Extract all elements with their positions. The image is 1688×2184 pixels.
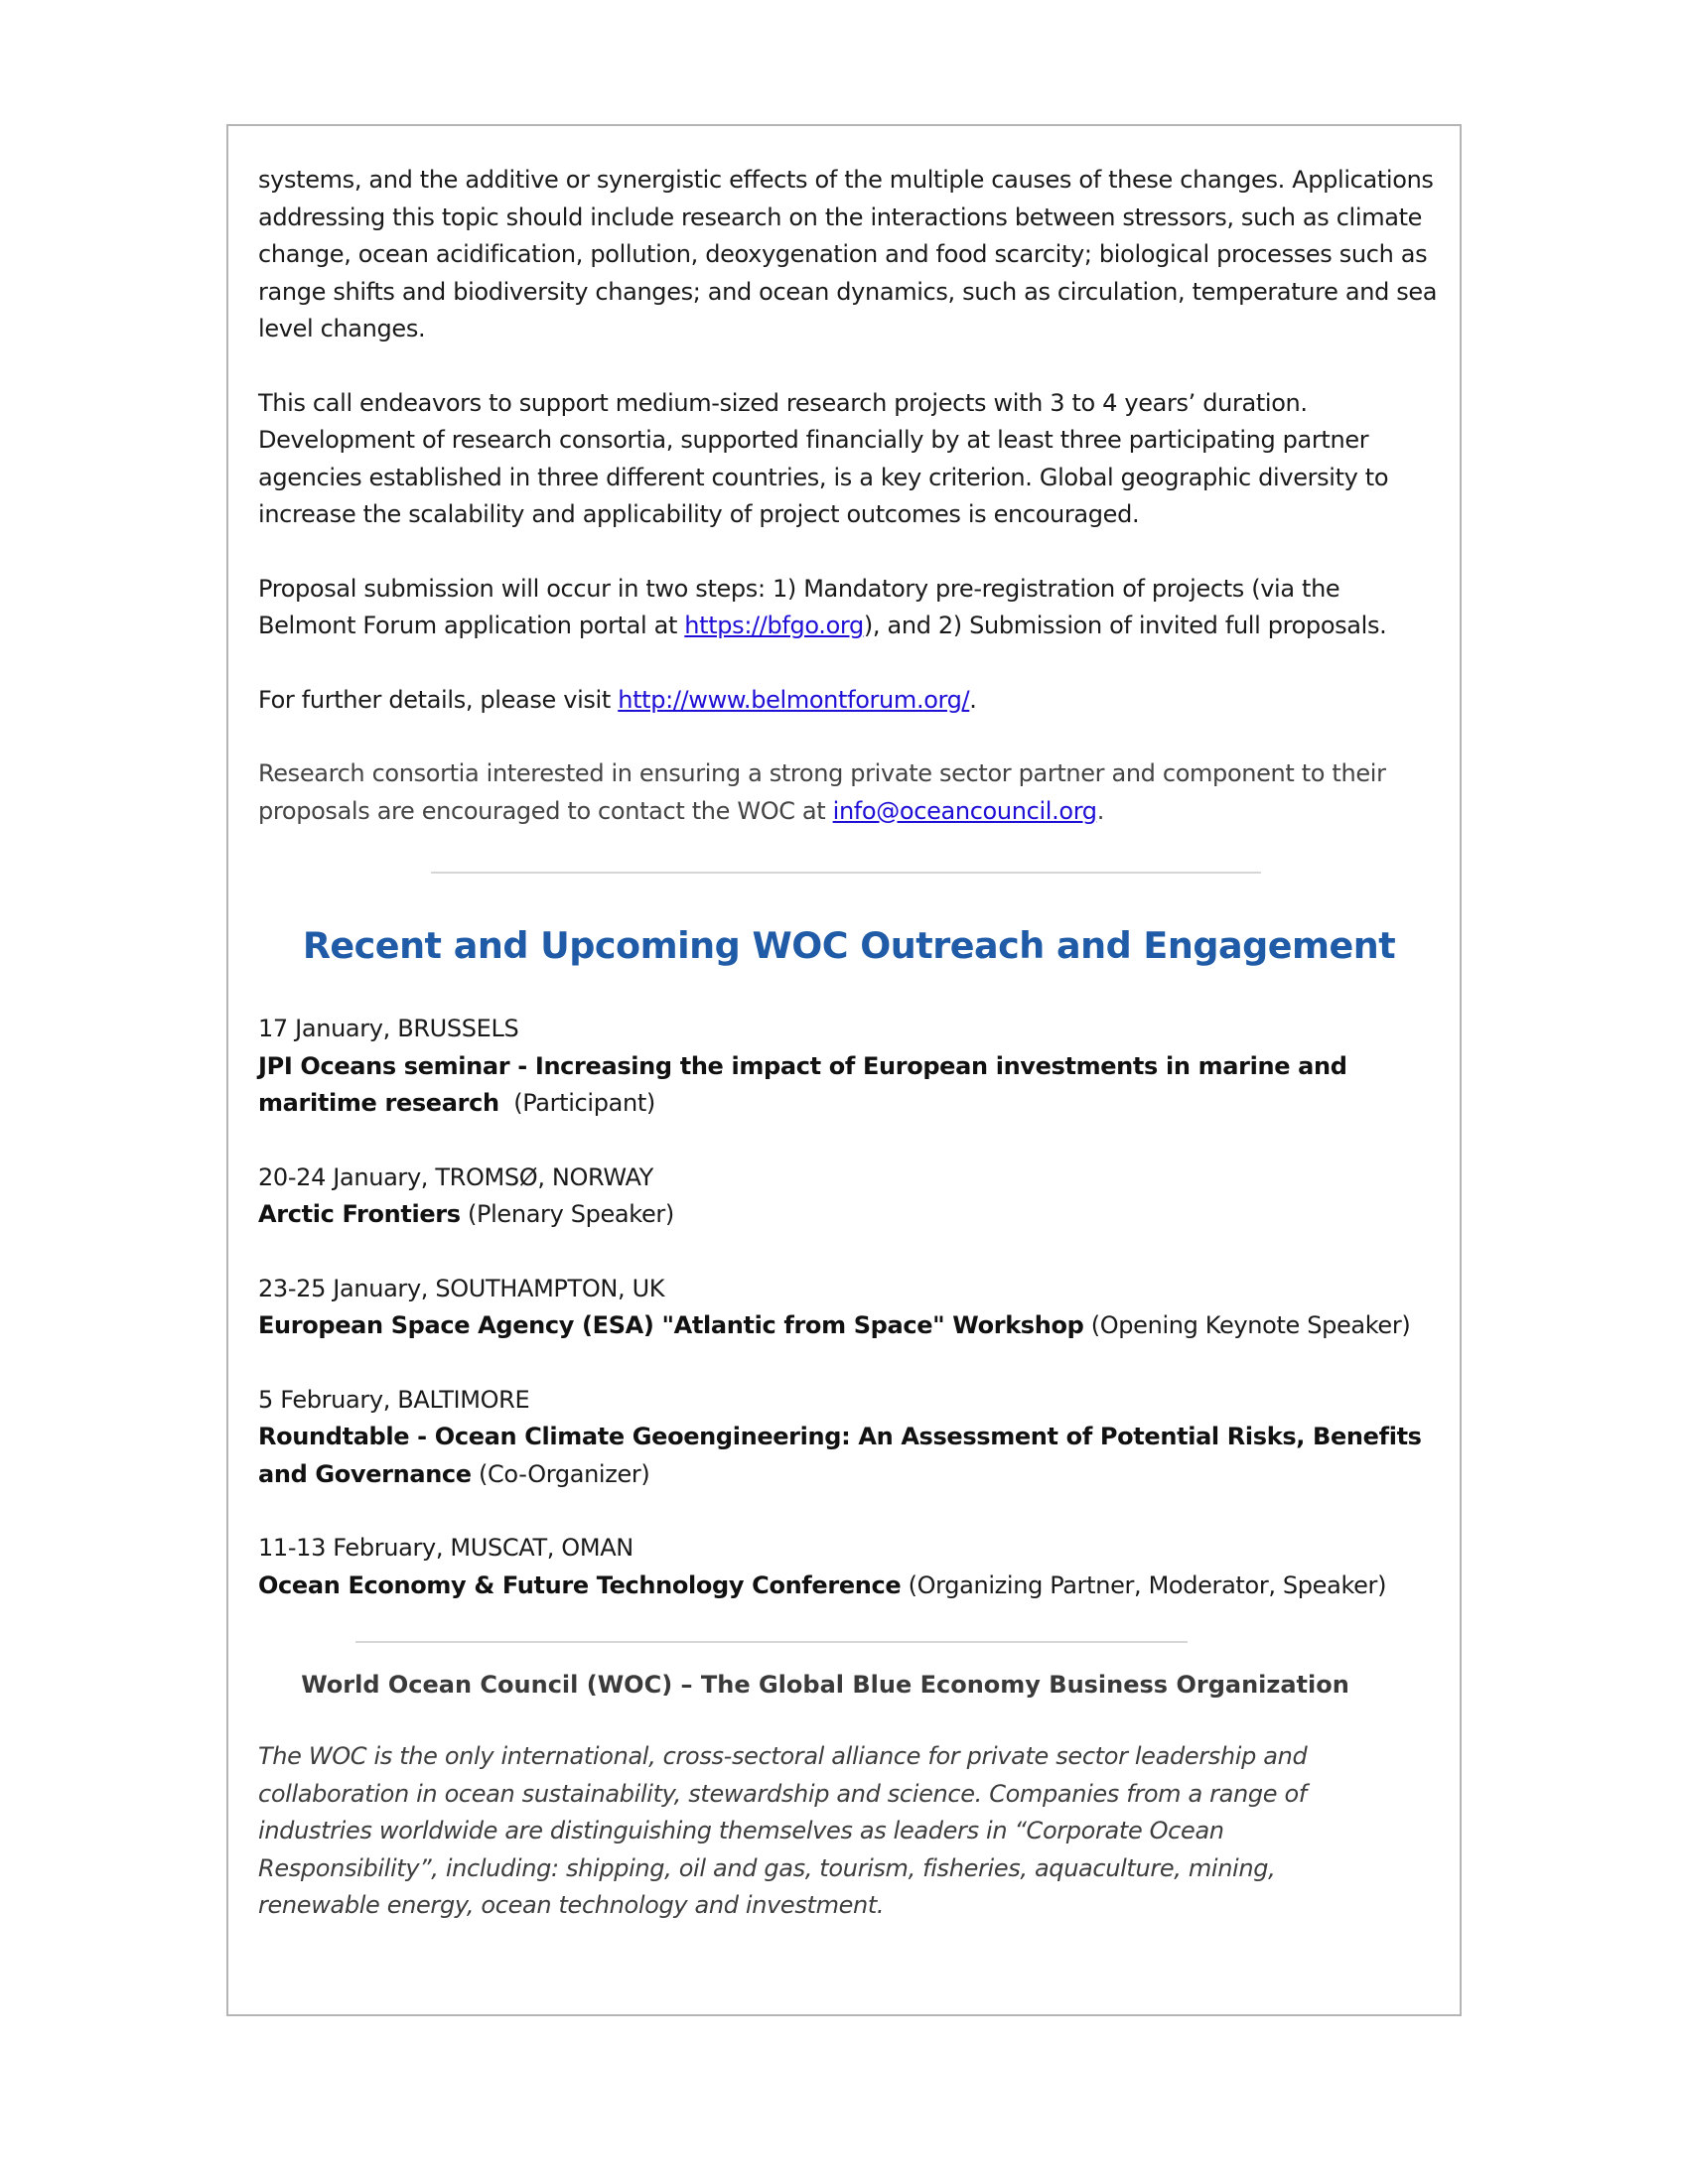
event-title: European Space Agency (ESA) "Atlantic from Space" Workshop bbox=[258, 1311, 1084, 1339]
event-role: (Organizing Partner, Moderator, Speaker) bbox=[901, 1570, 1387, 1599]
belmontforum-link[interactable]: http://www.belmontforum.org/ bbox=[618, 685, 970, 714]
events-list bbox=[258, 1011, 1440, 1604]
p5-text-after: . bbox=[1096, 796, 1104, 825]
event-item bbox=[258, 1382, 1440, 1494]
event-item bbox=[258, 1011, 1440, 1123]
org-description: The WOC is the only international, cross-sectoral alliance for private sector leadership and collaboration in ocean sustainability, stewardship and science. Companies from a range of industries worldwide are distinguishing themselves as leaders in “Corporate Ocean Responsibility”, including: shipping, oil and gas, tourism, fisheries, aquaculture, mining, renewable energy, ocean technology and investment. bbox=[258, 1742, 1308, 1919]
intro-paragraph-4 bbox=[258, 682, 1440, 720]
p3-text-before: Proposal submission will occur in two steps: 1) Mandatory pre-registration of projects (via the Belmont Forum application portal at bbox=[258, 574, 1340, 639]
event-role: (Co-Organizer) bbox=[471, 1459, 650, 1488]
event-date: 5 February, BALTIMORE bbox=[258, 1385, 530, 1414]
event-title: Arctic Frontiers bbox=[258, 1200, 461, 1228]
event-item bbox=[258, 1271, 1440, 1345]
event-role: (Plenary Speaker) bbox=[460, 1200, 674, 1228]
org-title: World Ocean Council (WOC) – The Global Blue Economy Business Organization bbox=[301, 1671, 1349, 1699]
event-item bbox=[258, 1160, 1440, 1234]
event-date: 23-25 January, SOUTHAMPTON, UK bbox=[258, 1274, 665, 1302]
intro-paragraph-2: This call endeavors to support medium-sized research projects with 3 to 4 years’ duration. Development of research consortia, supported financially by at least three participating partner agencies established in three different countries, is a key criterion. Global geographic diversity to increase the scalability and applicability of project outcomes is encouraged. bbox=[258, 388, 1389, 528]
section-title: Recent and Upcoming WOC Outreach and Engagement bbox=[302, 924, 1396, 967]
intro-paragraph-3 bbox=[258, 571, 1440, 645]
event-title: Roundtable - Ocean Climate Geoengineering: An Assessment of Potential Risks, Benefits and Governance bbox=[258, 1423, 1422, 1488]
event-role: (Opening Keynote Speaker) bbox=[1083, 1311, 1411, 1339]
p4-text-after: . bbox=[969, 685, 977, 714]
p5-text-before: Research consortia interested in ensuring a strong private sector partner and component to their proposals are encouraged to contact the WOC at bbox=[258, 759, 1386, 825]
event-title: Ocean Economy & Future Technology Conference bbox=[258, 1570, 902, 1599]
event-date: 11-13 February, MUSCAT, OMAN bbox=[258, 1534, 633, 1562]
p4-text-before: For further details, please visit bbox=[258, 685, 619, 714]
footer-divider bbox=[355, 1641, 1188, 1643]
contact-email-link[interactable]: info@oceancouncil.org bbox=[832, 796, 1097, 825]
intro-paragraph-5 bbox=[258, 755, 1440, 830]
newsletter-frame bbox=[226, 124, 1462, 2016]
event-title: JPI Oceans seminar - Increasing the impact of European investments in marine and maritime research bbox=[258, 1051, 1347, 1117]
bfgo-link[interactable]: https://bfgo.org bbox=[684, 612, 864, 639]
event-role: (Participant) bbox=[498, 1089, 655, 1117]
newsletter-content bbox=[258, 162, 1440, 1925]
event-date: 17 January, BRUSSELS bbox=[258, 1015, 519, 1042]
intro-paragraph-1: systems, and the additive or synergistic effects of the multiple causes of these changes. Applications addressing this topic should include research on the interactions between stressors, such as climate change, ocean acidification, pollution, deoxygenation and food scarcity; biological processes such as range shifts and biodiversity changes; and ocean dynamics, such as circulation, temperature and sea level changes. bbox=[258, 166, 1438, 342]
event-item bbox=[258, 1530, 1440, 1604]
section-divider bbox=[431, 872, 1261, 874]
p3-text-after: ), and 2) Submission of invited full proposals. bbox=[863, 612, 1387, 639]
event-date: 20-24 January, TROMSØ, NORWAY bbox=[258, 1162, 653, 1191]
